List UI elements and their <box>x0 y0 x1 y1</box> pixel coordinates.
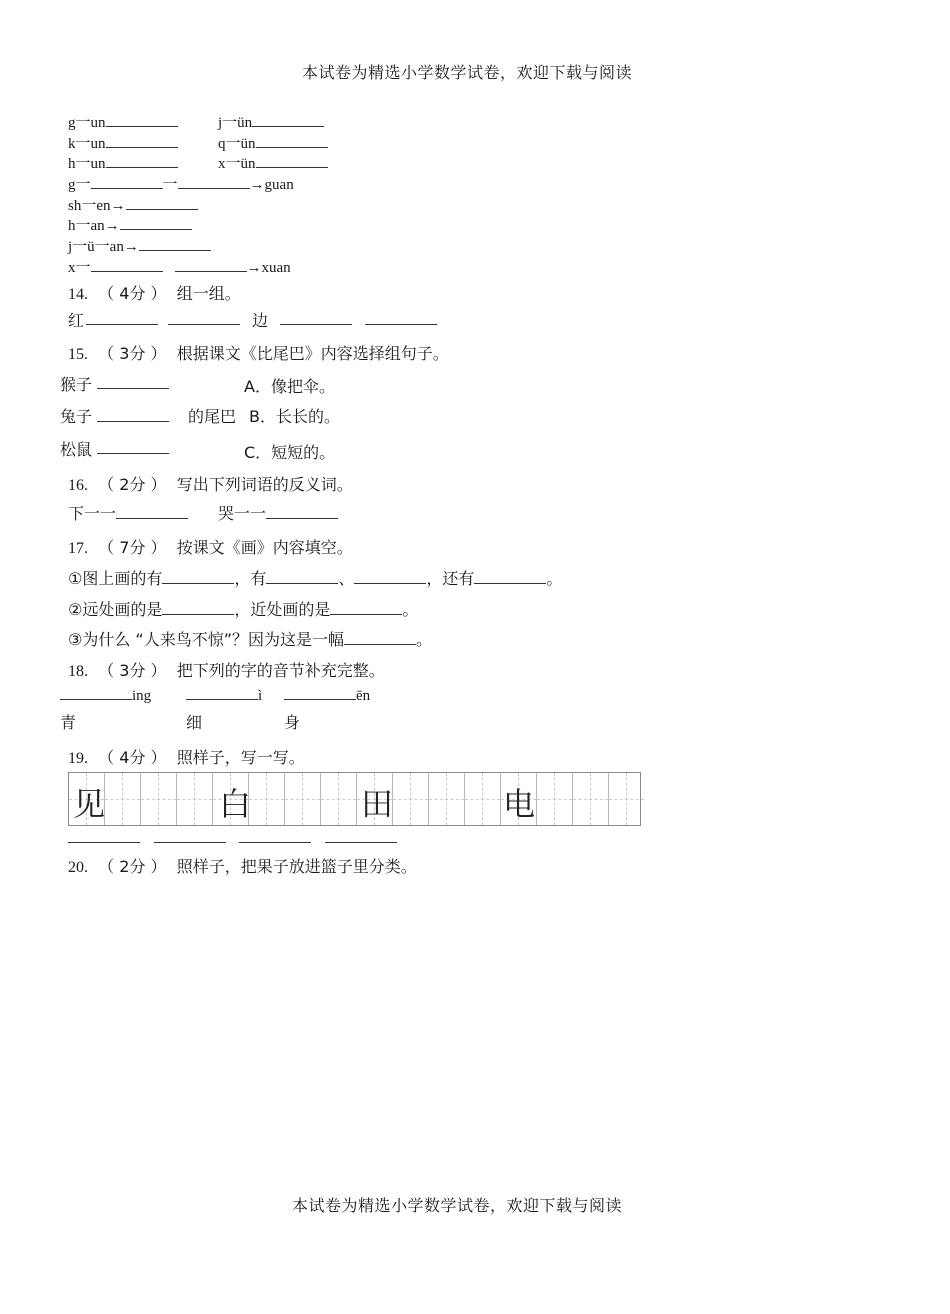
arrow-icon: → <box>123 239 139 255</box>
answer-blank[interactable] <box>284 685 356 700</box>
q17-line-1 <box>68 566 562 589</box>
option-b: B．长长的。 <box>249 407 340 426</box>
antonym-2 <box>218 501 338 524</box>
answer-blank[interactable] <box>97 421 169 422</box>
animal-squirrel: 松鼠 <box>60 440 93 459</box>
grid-cell <box>105 773 141 825</box>
question-15-heading <box>68 341 449 364</box>
question-17-heading <box>68 535 353 558</box>
question-score: （ 2分 ） <box>98 857 167 876</box>
answer-blank[interactable] <box>106 153 178 168</box>
answer-blank[interactable] <box>256 153 328 168</box>
text: ，有 <box>234 569 267 588</box>
grid-char: 电 <box>503 785 536 823</box>
grid-cell <box>573 773 609 825</box>
answer-blank[interactable] <box>474 569 546 584</box>
pinyin-item: h一un <box>68 156 106 172</box>
grid-cell <box>249 773 285 825</box>
pinyin-result: xuan <box>261 260 291 276</box>
syllable-final: ēn <box>356 688 371 704</box>
grid-cell <box>609 773 644 825</box>
question-16-heading <box>68 472 353 495</box>
answer-blank[interactable] <box>139 236 211 251</box>
answer-blank[interactable] <box>330 600 402 615</box>
answer-blank[interactable] <box>97 388 169 389</box>
question-20-heading <box>68 854 417 877</box>
syllable-final: ì <box>258 688 263 704</box>
q17-line-2 <box>68 597 418 620</box>
q14-char-2: 边 <box>252 311 269 330</box>
pinyin-row-1b <box>218 111 324 132</box>
question-number: 15. <box>68 346 88 363</box>
text: ②远处画的是 <box>68 600 163 619</box>
text: 。 <box>416 630 433 649</box>
question-score: （ 3分 ） <box>98 344 167 363</box>
answer-blank[interactable] <box>256 133 328 148</box>
grid-cell <box>177 773 213 825</box>
grid-char: 田 <box>361 785 394 823</box>
question-text: 写出下列词语的反义词。 <box>176 475 353 494</box>
answer-blank[interactable] <box>252 112 324 127</box>
question-score: （ 3分 ） <box>98 661 167 680</box>
q14-char-1: 红 <box>68 311 85 330</box>
pinyin-row-2 <box>68 132 178 153</box>
answer-blank[interactable] <box>106 133 178 148</box>
pinyin-row-3b <box>218 152 328 173</box>
answer-blank[interactable] <box>91 257 163 272</box>
answer-blank[interactable] <box>154 842 226 843</box>
answer-blank[interactable] <box>60 685 132 700</box>
pinyin-result: guan <box>264 177 294 193</box>
pinyin-parts: h一an <box>68 218 105 234</box>
question-19-heading <box>68 745 305 768</box>
question-number: 16. <box>68 477 88 494</box>
animal-rabbit: 兔子 <box>60 407 93 426</box>
pinyin-item: q一ün <box>218 136 256 152</box>
q17-line-3 <box>68 627 432 650</box>
pinyin-initial: g一 <box>68 177 91 193</box>
answer-blank[interactable] <box>266 569 338 584</box>
pinyin-compose-guan <box>68 173 294 194</box>
answer-blank[interactable] <box>116 504 188 519</box>
animal-monkey: 猴子 <box>60 375 93 394</box>
pinyin-parts: sh一en <box>68 198 111 214</box>
question-number: 18. <box>68 663 88 680</box>
answer-blank[interactable] <box>162 569 234 584</box>
antonym-1 <box>68 501 188 524</box>
question-score: （ 7分 ） <box>98 538 167 557</box>
tail-label: 的尾巴 <box>188 407 237 426</box>
grid-cell <box>393 773 429 825</box>
pinyin-item: k一un <box>68 136 106 152</box>
answer-blank[interactable] <box>344 630 416 645</box>
grid-cell <box>141 773 177 825</box>
text: ③为什么 “人来鸟不惊”？因为这是一幅 <box>68 630 345 649</box>
writing-grid <box>68 772 641 826</box>
grid-char: 白 <box>219 785 252 823</box>
arrow-icon: → <box>246 260 262 276</box>
antonym-word: 下一一 <box>68 504 117 523</box>
syllable-3 <box>284 685 370 705</box>
pinyin-compose-han <box>68 214 192 235</box>
syllable-char-2: 细 <box>186 713 203 732</box>
question-text: 组一组。 <box>176 284 241 303</box>
antonym-word: 哭一一 <box>218 504 267 523</box>
pinyin-row-3 <box>68 152 178 173</box>
question-number: 19. <box>68 750 88 767</box>
answer-blank[interactable] <box>97 453 169 454</box>
syllable-2 <box>186 685 262 705</box>
arrow-icon: → <box>110 198 126 214</box>
pinyin-row-2b <box>218 132 328 153</box>
answer-blank[interactable] <box>354 569 426 584</box>
option-c: C．短短的。 <box>244 443 336 462</box>
question-text: 根据课文《比尾巴》内容选择组句子。 <box>176 344 449 363</box>
question-text: 照样子，把果子放进篮子里分类。 <box>176 857 417 876</box>
pinyin-parts: j一ü一an <box>68 239 124 255</box>
page-header: 本试卷为精选小学数学试卷，欢迎下载与阅读 <box>302 63 633 82</box>
text: 。 <box>546 569 563 588</box>
pinyin-initial: x一 <box>68 260 91 276</box>
answer-blank[interactable] <box>106 112 178 127</box>
answer-blank[interactable] <box>280 324 352 325</box>
grid-char: 见 <box>73 785 106 823</box>
grid-cell <box>285 773 321 825</box>
option-a: A．像把伞。 <box>244 377 335 396</box>
question-number: 14. <box>68 286 88 303</box>
question-number: 17. <box>68 540 88 557</box>
text: 、 <box>338 569 355 588</box>
syllable-char-3: 身 <box>284 713 301 732</box>
answer-blank[interactable] <box>175 257 247 272</box>
pinyin-compose-juan <box>68 235 211 256</box>
pinyin-item: x一ün <box>218 156 256 172</box>
arrow-icon: → <box>104 218 120 234</box>
text: ，近处画的是 <box>234 600 331 619</box>
pinyin-item: g一un <box>68 115 106 131</box>
answer-blank[interactable] <box>120 215 192 230</box>
question-number: 20. <box>68 859 88 876</box>
answer-blank[interactable] <box>68 842 140 843</box>
pinyin-compose-xuan <box>68 256 291 277</box>
arrow-icon: → <box>249 177 265 193</box>
answer-blank[interactable] <box>365 324 437 325</box>
text: ，还有 <box>426 569 475 588</box>
pinyin-item: j一ün <box>218 115 253 131</box>
grid-cell <box>429 773 465 825</box>
answer-blank[interactable] <box>126 195 198 210</box>
question-text: 按课文《画》内容填空。 <box>176 538 353 557</box>
answer-blank[interactable] <box>266 504 338 519</box>
dash: 一 <box>162 177 178 193</box>
text: ①图上画的有 <box>68 569 163 588</box>
grid-cell <box>321 773 357 825</box>
text: 。 <box>402 600 419 619</box>
answer-blank[interactable] <box>239 842 311 843</box>
answer-blank[interactable] <box>178 174 250 189</box>
question-text: 把下列的字的音节补充完整。 <box>176 661 385 680</box>
question-text: 照样子，写一写。 <box>176 748 305 767</box>
page-footer: 本试卷为精选小学数学试卷，欢迎下载与阅读 <box>292 1196 623 1215</box>
answer-blank[interactable] <box>86 324 158 325</box>
syllable-char-1: 青 <box>60 713 77 732</box>
answer-blank[interactable] <box>186 685 258 700</box>
question-score: （ 2分 ） <box>98 475 167 494</box>
question-18-heading <box>68 658 385 681</box>
question-score: （ 4分 ） <box>98 284 167 303</box>
syllable-1 <box>60 685 151 705</box>
syllable-final: ing <box>132 688 152 704</box>
pinyin-row-1 <box>68 111 178 132</box>
question-14-heading <box>68 281 241 304</box>
question-score: （ 4分 ） <box>98 748 167 767</box>
answer-blank[interactable] <box>168 324 240 325</box>
answer-blank[interactable] <box>91 174 163 189</box>
grid-cell <box>465 773 501 825</box>
answer-blank[interactable] <box>162 600 234 615</box>
grid-cell <box>537 773 573 825</box>
pinyin-compose-shen <box>68 194 198 215</box>
answer-blank[interactable] <box>325 842 397 843</box>
